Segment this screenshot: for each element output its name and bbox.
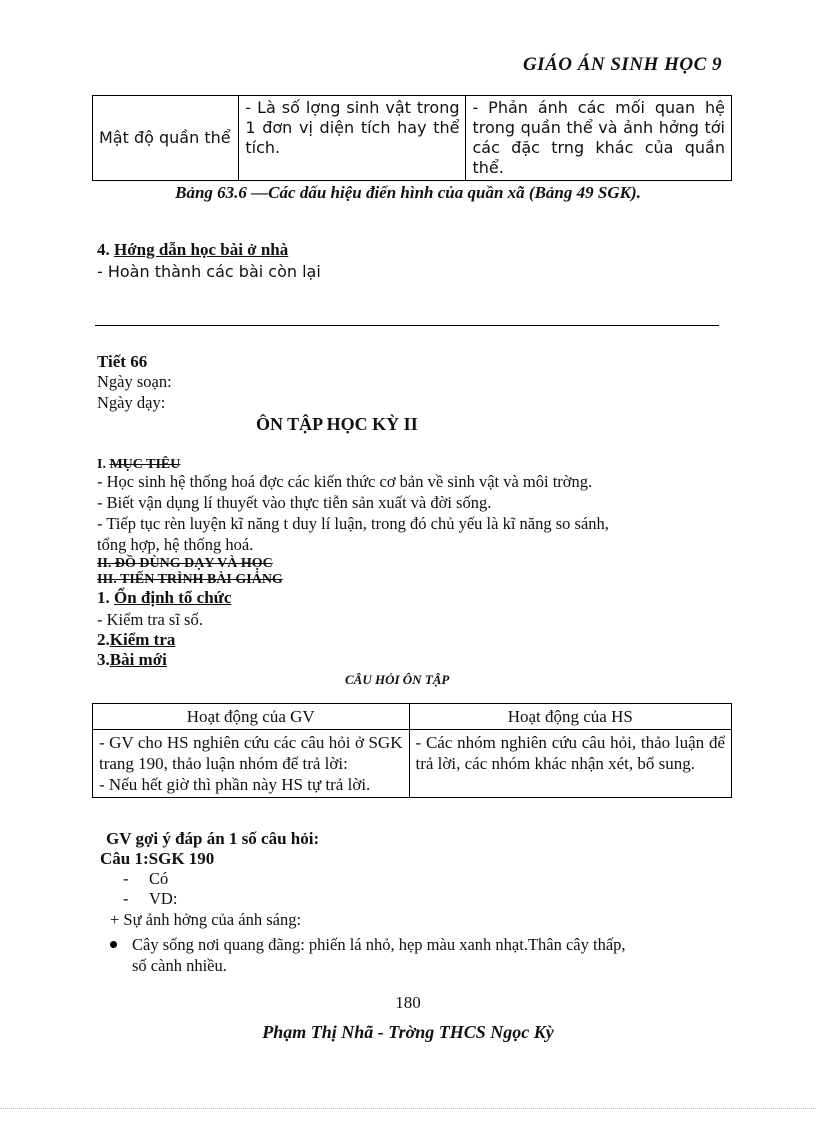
table-caption: Bảng 63.6 —Các dấu hiệu điển hình của quần xã (Bảng 49 SGK). xyxy=(175,183,641,202)
gv-activity-2: - Nếu hết giờ thì phần này HS tự trả lời. xyxy=(99,775,371,794)
activity-table xyxy=(92,703,732,798)
answer-item-1: Có xyxy=(149,869,169,888)
table-header-row xyxy=(93,704,732,730)
objective-line-3: - Tiếp tục rèn luyện kĩ năng t duy lí luận, trong đó chủ yếu là kĩ năng so sánh, xyxy=(97,514,609,533)
table-cell-name: Mật độ quần thể xyxy=(93,96,239,181)
answers-heading: GV gợi ý đáp án 1 số câu hỏi: xyxy=(106,829,320,848)
table-row xyxy=(93,730,732,798)
review-title: CÂU HỎI ÔN TẬP xyxy=(345,672,450,687)
objectives-heading xyxy=(97,457,180,473)
objectives-heading-num: I. xyxy=(97,457,110,472)
objective-line-2: - Biết vận dụng lí thuyết vào thực tiễn sản xuất và đời sống. xyxy=(97,493,492,512)
teach-date-label: Ngày dạy: xyxy=(97,393,166,412)
column-header-hs: Hoạt động của HS xyxy=(409,704,732,730)
homework-line: - Hoàn thành các bài còn lại xyxy=(97,262,321,281)
step-1-heading xyxy=(97,588,231,608)
homework-heading-text: Hớng dẫn học bài ở nhà xyxy=(114,240,289,259)
step-2-heading xyxy=(97,630,175,650)
step-3-num: 3. xyxy=(97,650,110,669)
section-divider xyxy=(95,325,719,326)
list-item-dash: - xyxy=(123,889,129,908)
step-1-num: 1. xyxy=(97,588,114,607)
step-1-text: Ổn định tổ chức xyxy=(114,588,232,607)
document-footer: Phạm Thị Nhã - Trờng THCS Ngọc Kỳ xyxy=(262,1022,554,1042)
characteristics-table xyxy=(92,95,732,181)
table-cell-meaning: - Phản ánh các mối quan hệ trong quần thể và ảnh hởng tới các đặc trng khác của quần thể. xyxy=(466,96,732,181)
objective-line-4: tổng hợp, hệ thống hoá. xyxy=(97,535,254,554)
step-2-num: 2. xyxy=(97,630,110,649)
answer-item-2: VD: xyxy=(149,889,178,908)
page-edge-divider xyxy=(0,1108,816,1109)
table-cell-gv xyxy=(93,730,410,798)
question-1-label: Câu 1:SGK 190 xyxy=(100,849,215,868)
hs-activity-1: - Các nhóm nghiên cứu câu hỏi, thảo luận để trả lời, các nhóm khác nhận xét, bổ sung. xyxy=(415,733,725,773)
objective-line-1: - Học sinh hệ thống hoá đợc các kiến thức cơ bản về sinh vật và môi trờng. xyxy=(97,472,593,491)
section-3-heading: III. TIẾN TRÌNH BÀI GIẢNG xyxy=(97,572,283,587)
lesson-period: Tiết 66 xyxy=(97,352,148,371)
step-1-line: - Kiểm tra sĩ số. xyxy=(97,610,203,629)
prep-date-label: Ngày soạn: xyxy=(97,372,172,391)
step-3-text: Bài mới xyxy=(109,650,167,669)
table-cell-hs xyxy=(409,730,732,798)
table-row xyxy=(93,96,732,181)
homework-heading xyxy=(97,240,288,260)
bullet-line-continued: số cành nhiều. xyxy=(132,956,227,975)
column-header-gv: Hoạt động của GV xyxy=(93,704,410,730)
bullet-line: Cây sống nơi quang đãng: phiến lá nhỏ, hẹp màu xanh nhạt.Thân cây thấp, xyxy=(132,935,626,954)
section-2-heading: II. ĐỒ DÙNG DẠY VÀ HỌC xyxy=(97,556,273,571)
step-3-heading xyxy=(97,650,167,670)
objectives-heading-text: MỤC TIÊU xyxy=(109,457,181,472)
table-cell-definition: - Là số lợng sinh vật trong 1 đơn vị diện tích hay thể tích. xyxy=(239,96,466,181)
homework-heading-num: 4. xyxy=(97,240,114,259)
gv-activity-1: - GV cho HS nghiên cứu các câu hỏi ở SGK trang 190, thảo luận nhóm để trả lời: xyxy=(99,733,403,773)
light-influence-line: + Sự ảnh hởng của ánh sáng: xyxy=(110,910,302,929)
page-number: 180 xyxy=(395,993,421,1012)
bullet-icon xyxy=(110,941,117,948)
document-header: GIÁO ÁN SINH HỌC 9 xyxy=(522,54,722,75)
step-2-text: Kiểm tra xyxy=(109,630,176,649)
list-item-dash: - xyxy=(123,869,129,888)
lesson-title: ÔN TẬP HỌC KỲ II xyxy=(256,414,418,434)
